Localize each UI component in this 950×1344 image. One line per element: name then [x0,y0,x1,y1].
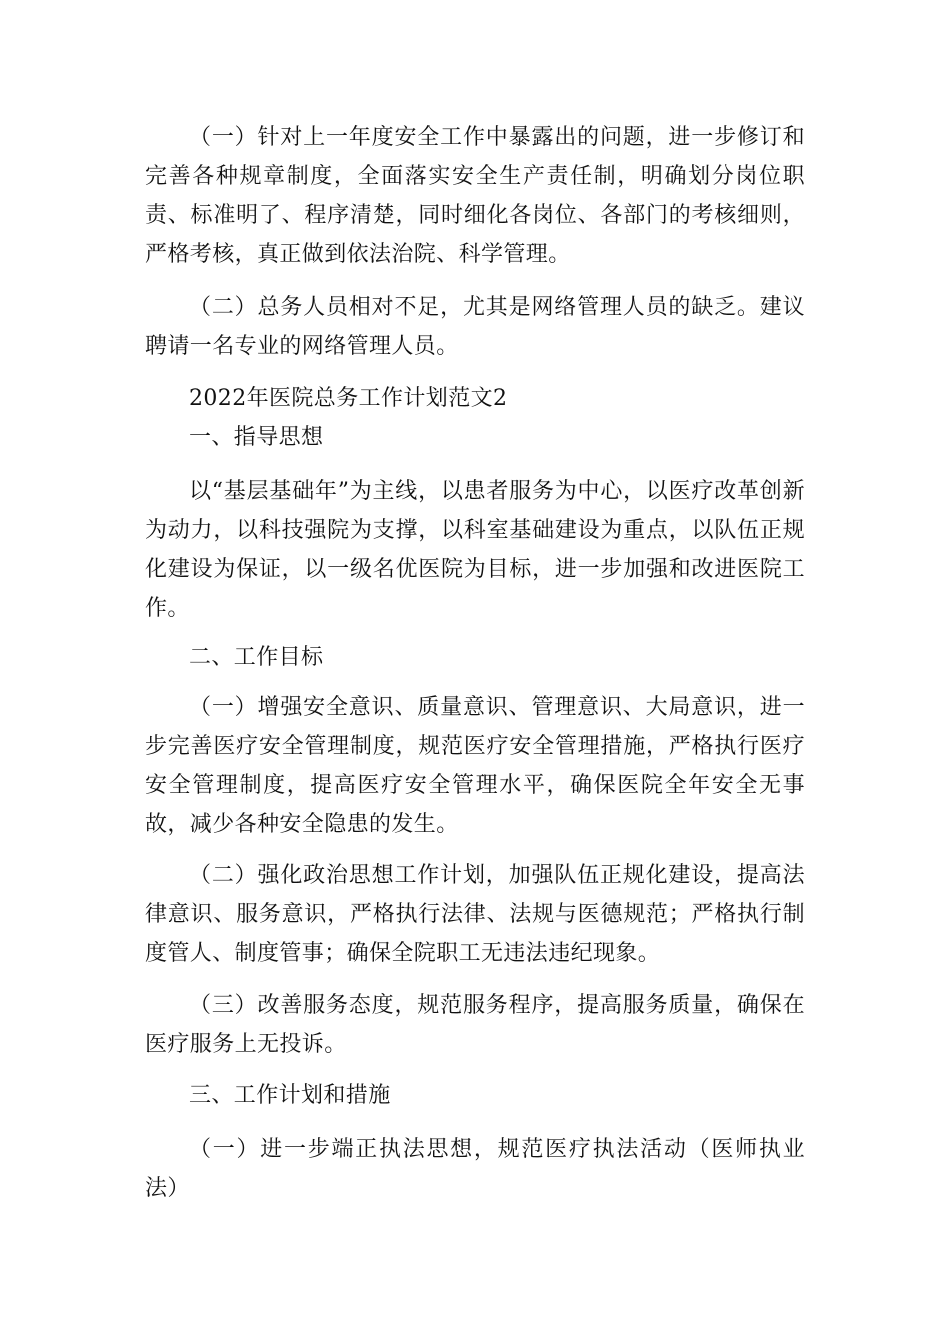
heading-work-plan: 三、工作计划和措施 [189,1083,391,1108]
paragraph-guiding-thought: 以“基层基础年”为主线，以患者服务为中心，以医疗改革创新为动力，以科技强院为支撑，以科室基础建设为重点，以队伍正规化建设为保证，以一级名优医院为目标，进一步加强和改进医院工作。 [145,479,805,621]
section-title: 2022年医院总务工作计划范文2 [189,386,508,411]
paragraph-staff-shortage: （二）总务人员相对不足，尤其是网络管理人员的缺乏。建议聘请一名专业的网络管理人员。 [145,295,805,359]
paragraph-revise-regulations: （一）针对上一年度安全工作中暴露出的问题，进一步修订和完善各种规章制度，全面落实安全生产责任制，明确划分岗位职责、标准明了、程序清楚，同时细化各岗位、各部门的考核细则，严格考核，真正做到依法治院、科学管理。 [145,125,805,267]
paragraph-goal-safety: （一）增强安全意识、质量意识、管理意识、大局意识，进一步完善医疗安全管理制度，规范医疗安全管理措施，严格执行医疗安全管理制度，提高医疗安全管理水平，确保医院全年安全无事故，减少各种安全隐患的发生。 [145,695,805,837]
heading-guiding-thought: 一、指导思想 [189,425,324,450]
paragraph-goal-political: （二）强化政治思想工作计划，加强队伍正规化建设，提高法律意识、服务意识，严格执行法律、法规与医德规范；严格执行制度管人、制度管事；确保全院职工无违法违纪现象。 [145,863,805,966]
paragraph-plan-law: （一）进一步端正执法思想，规范医疗执法活动（医师执业法） [145,1137,805,1201]
paragraph-goal-service: （三）改善服务态度，规范服务程序，提高服务质量，确保在医疗服务上无投诉。 [145,993,805,1057]
heading-work-goals: 二、工作目标 [189,645,324,670]
